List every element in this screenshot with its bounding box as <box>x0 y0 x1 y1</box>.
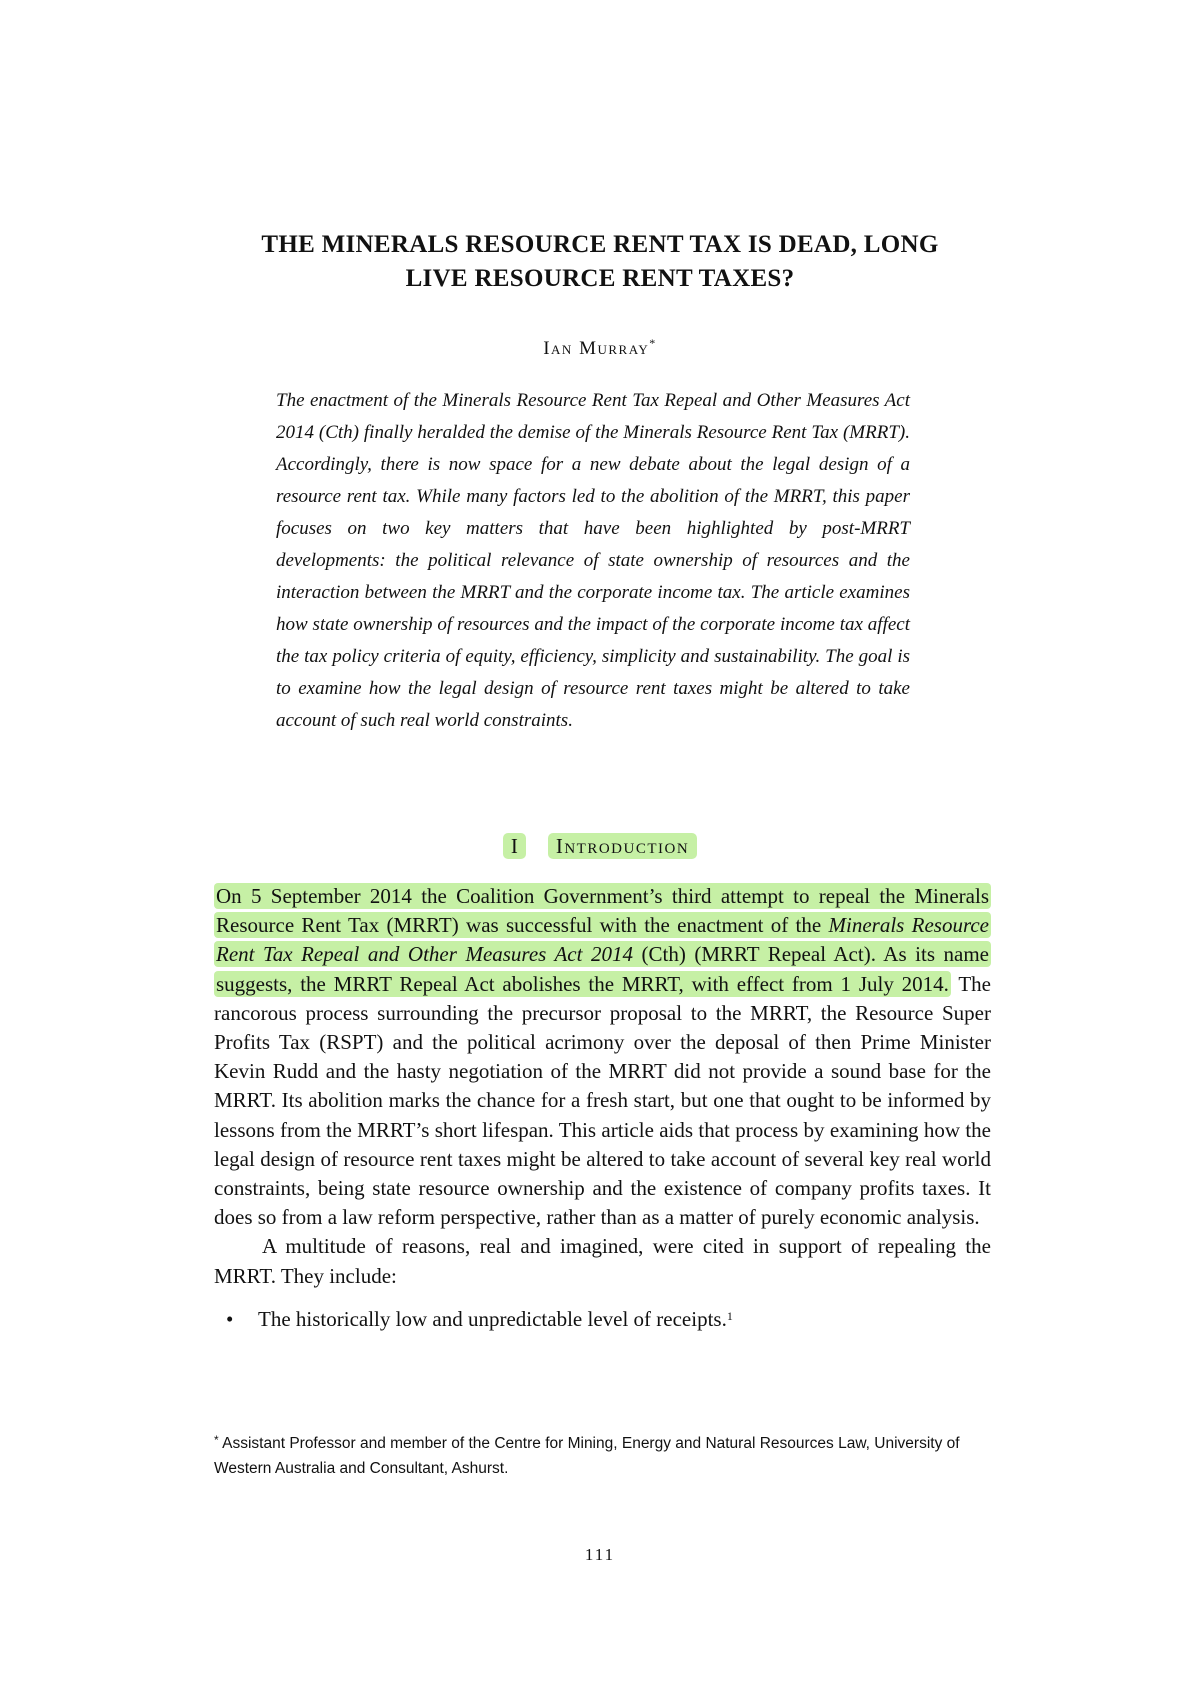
highlight-text-a: On 5 September 2014 the Coalition Government’s third attempt to repeal the Minerals Resource Rent Tax (MRRT) was successful with the enactment of the <box>216 884 989 938</box>
reasons-list <box>214 1305 991 1334</box>
author-footnote-mark[interactable]: * <box>649 336 657 350</box>
abstract: The enactment of the Minerals Resource Rent Tax Repeal and Other Measures Act 2014 (Cth) finally heralded the demise of the Minerals Resource Rent Tax (MRRT). Accordingly, there is now space for a new debate about the legal design of a resource rent tax. While many factors led to the abolition of the MRRT, this paper focuses on two key matters that have been highlighted by post-MRRT developments: the political relevance of state ownership of resources and the interaction between the MRRT and the corporate income tax. The article examines how state ownership of resources and the impact of the corporate income tax affect the tax policy criteria of equity, efficiency, simplicity and sustainability. The goal is to examine how the legal design of resource rent taxes might be altered to take account of such real world constraints. <box>276 390 910 731</box>
title-line-1: THE MINERALS RESOURCE RENT TAX IS DEAD, LONG <box>261 231 939 258</box>
article-title <box>150 228 1050 296</box>
title-line-2: LIVE RESOURCE RENT TAXES? <box>405 265 795 292</box>
bullet-icon: • <box>226 1306 234 1331</box>
footnote-mark: * <box>214 1433 219 1447</box>
list-item <box>214 1305 991 1334</box>
list-item-text: The historically low and unpredictable level of receipts. <box>258 1306 727 1331</box>
author-line <box>150 338 1050 360</box>
highlight-text-b: (Cth) (MRRT Repeal Act). As its name suggests, the MRRT Repeal Act abolishes the MRRT, with effect from 1 July 2014. <box>216 942 990 996</box>
section-heading <box>150 831 1050 861</box>
footnote-text: Assistant Professor and member of the Centre for Mining, Energy and Natural Resources Law, University of Western Australia and Consultant, Ashurst. <box>214 1435 960 1477</box>
paragraph-1 <box>214 882 991 1232</box>
section-title-highlight <box>548 833 697 859</box>
section-number-highlight <box>503 833 526 859</box>
paragraph-2: A multitude of reasons, real and imagined, were cited in support of repealing the MRRT. They include: <box>214 1234 991 1288</box>
highlighted-passage[interactable] <box>214 883 991 997</box>
body-text <box>214 882 991 1334</box>
section-title: Introduction <box>555 834 690 858</box>
paragraph-1-rest: The rancorous process surrounding the precursor proposal to the MRRT, the Resource Super Profits Tax (RSPT) and the political acrimony over the deposal of then Prime Minister Kevin Rudd and the hasty negotiation of the MRRT did not provide a sound base for the MRRT. Its abolition marks the chance for a fresh start, but one that ought to be informed by lessons from the MRRT’s short lifespan. This article aids that process by examining how the legal design of resource rent taxes might be altered to take account of several key real world constraints, being state resource ownership and the existence of company profits taxes. It does so from a law reform perspective, rather than as a matter of purely economic analysis. <box>214 971 991 1230</box>
footnote-ref-1[interactable]: 1 <box>726 1308 733 1323</box>
author-name: Ian Murray <box>543 338 650 359</box>
section-number: I <box>510 834 518 858</box>
act-name: Minerals Resource Rent Tax Repeal and Other Measures Act 2014 <box>216 913 989 967</box>
page-number: 111 <box>584 1545 616 1564</box>
footnote <box>214 1431 991 1481</box>
